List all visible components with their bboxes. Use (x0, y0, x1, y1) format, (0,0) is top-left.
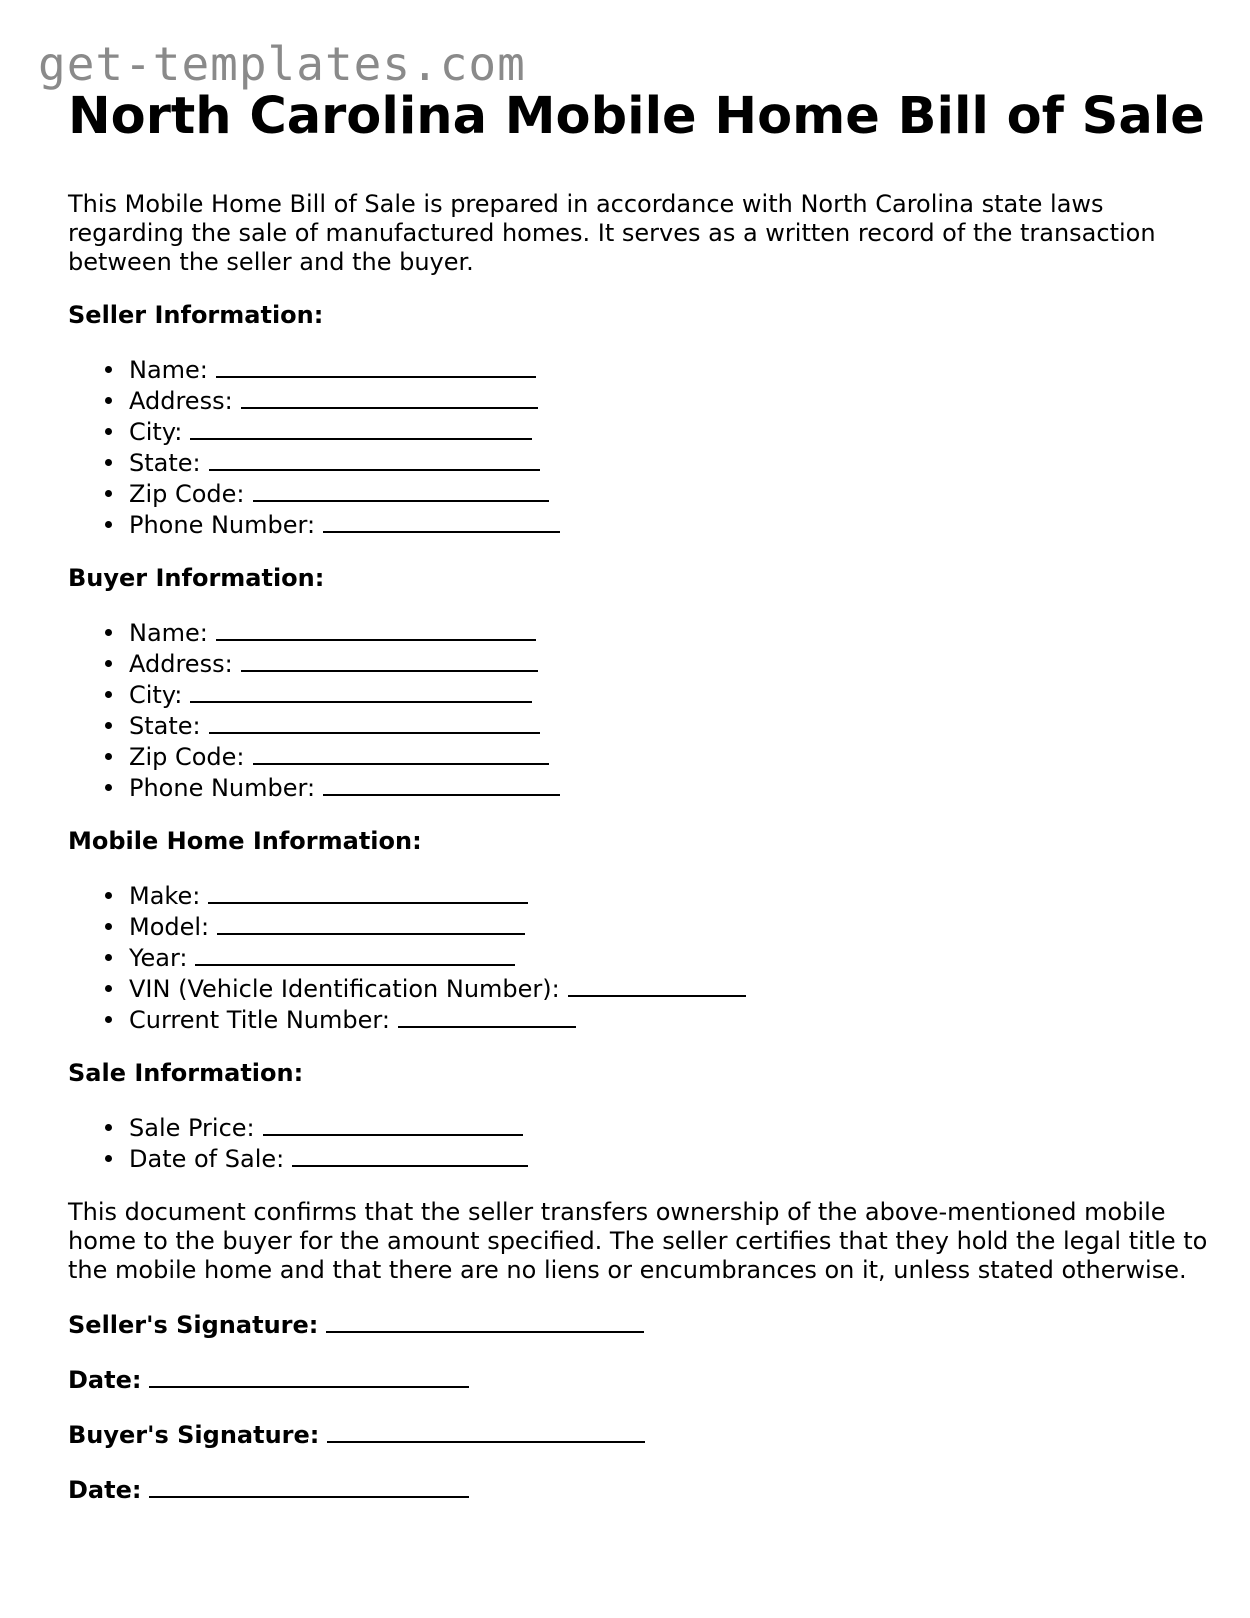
seller-phone-blank[interactable] (323, 509, 560, 533)
buyer-name-blank[interactable] (216, 617, 536, 641)
sale-field-list (68, 1112, 1208, 1174)
field-label: Name: (129, 619, 208, 647)
seller-heading: Seller Information: (68, 301, 324, 329)
buyer-state-field[interactable] (129, 710, 1208, 741)
model-blank[interactable] (217, 911, 525, 935)
field-label: Current Title Number: (129, 1006, 390, 1034)
sale-date-blank[interactable] (292, 1143, 528, 1167)
buyer-zip-field[interactable] (129, 741, 1208, 772)
buyer-city-blank[interactable] (190, 679, 532, 703)
watermark: get-templates.com (38, 37, 526, 91)
field-label: Name: (129, 356, 208, 384)
intro-paragraph: This Mobile Home Bill of Sale is prepared in accordance with North Carolina state laws regarding the sale of manufactured homes. It serves as a written record of the transaction between the seller and the buyer. (68, 190, 1156, 276)
buyer-address-field[interactable] (129, 648, 1208, 679)
seller-zip-blank[interactable] (253, 478, 549, 502)
buyer-signature-line[interactable] (68, 1419, 1208, 1450)
field-label: Year: (129, 944, 188, 972)
seller-field-list (68, 354, 1208, 540)
buyer-heading: Buyer Information: (68, 564, 325, 592)
title-number-blank[interactable] (398, 1004, 576, 1028)
make-blank[interactable] (208, 880, 528, 904)
buyer-state-blank[interactable] (209, 710, 540, 734)
mobile-home-field-list (68, 880, 1208, 1035)
sale-price-field[interactable] (129, 1112, 1208, 1143)
sale-date-field[interactable] (129, 1143, 1208, 1174)
vin-blank[interactable] (568, 973, 746, 997)
seller-date-line[interactable] (68, 1364, 1208, 1395)
seller-name-field[interactable] (129, 354, 1208, 385)
confirmation-paragraph: This document confirms that the seller transfers ownership of the above-mentioned mobile home to the buyer for the amount specified. The seller certifies that they hold the legal title to the mobile home and that there are no liens or encumbrances on it, unless stated otherwise. (68, 1198, 1208, 1284)
sale-heading: Sale Information: (68, 1059, 304, 1087)
field-label: Phone Number: (129, 511, 316, 539)
field-label: State: (129, 449, 201, 477)
field-label: Zip Code: (129, 480, 245, 508)
make-field[interactable] (129, 880, 1208, 911)
field-label: VIN (Vehicle Identification Number): (129, 975, 560, 1003)
field-label: Phone Number: (129, 774, 316, 802)
year-blank[interactable] (195, 942, 515, 966)
seller-city-blank[interactable] (190, 416, 532, 440)
buyer-date-label: Date: (68, 1476, 142, 1504)
field-label: City: (129, 681, 183, 709)
seller-address-blank[interactable] (241, 385, 538, 409)
field-label: City: (129, 418, 183, 446)
seller-state-blank[interactable] (209, 447, 540, 471)
buyer-city-field[interactable] (129, 679, 1208, 710)
title-number-field[interactable] (129, 1004, 1208, 1035)
buyer-date-line[interactable] (68, 1474, 1208, 1505)
buyer-phone-blank[interactable] (323, 772, 560, 796)
buyer-signature-label: Buyer's Signature: (68, 1421, 320, 1449)
seller-name-blank[interactable] (216, 354, 536, 378)
field-label: Sale Price: (129, 1114, 255, 1142)
seller-state-field[interactable] (129, 447, 1208, 478)
field-label: Make: (129, 882, 201, 910)
mobile-home-heading: Mobile Home Information: (68, 827, 422, 855)
seller-signature-line[interactable] (68, 1309, 1208, 1340)
field-label: Address: (129, 387, 233, 415)
year-field[interactable] (129, 942, 1208, 973)
seller-address-field[interactable] (129, 385, 1208, 416)
document-title: North Carolina Mobile Home Bill of Sale (68, 87, 1205, 146)
seller-signature-label: Seller's Signature: (68, 1311, 319, 1339)
field-label: State: (129, 712, 201, 740)
document-body (68, 84, 1208, 1505)
buyer-name-field[interactable] (129, 617, 1208, 648)
seller-city-field[interactable] (129, 416, 1208, 447)
seller-date-blank[interactable] (149, 1364, 469, 1388)
buyer-phone-field[interactable] (129, 772, 1208, 803)
buyer-date-blank[interactable] (149, 1474, 469, 1498)
field-label: Model: (129, 913, 210, 941)
seller-signature-blank[interactable] (326, 1309, 644, 1333)
buyer-zip-blank[interactable] (253, 741, 549, 765)
buyer-field-list (68, 617, 1208, 803)
field-label: Zip Code: (129, 743, 245, 771)
field-label: Date of Sale: (129, 1145, 285, 1173)
vin-field[interactable] (129, 973, 1208, 1004)
model-field[interactable] (129, 911, 1208, 942)
buyer-signature-blank[interactable] (327, 1419, 645, 1443)
seller-date-label: Date: (68, 1366, 142, 1394)
sale-price-blank[interactable] (263, 1112, 523, 1136)
buyer-address-blank[interactable] (241, 648, 538, 672)
field-label: Address: (129, 650, 233, 678)
seller-phone-field[interactable] (129, 509, 1208, 540)
seller-zip-field[interactable] (129, 478, 1208, 509)
